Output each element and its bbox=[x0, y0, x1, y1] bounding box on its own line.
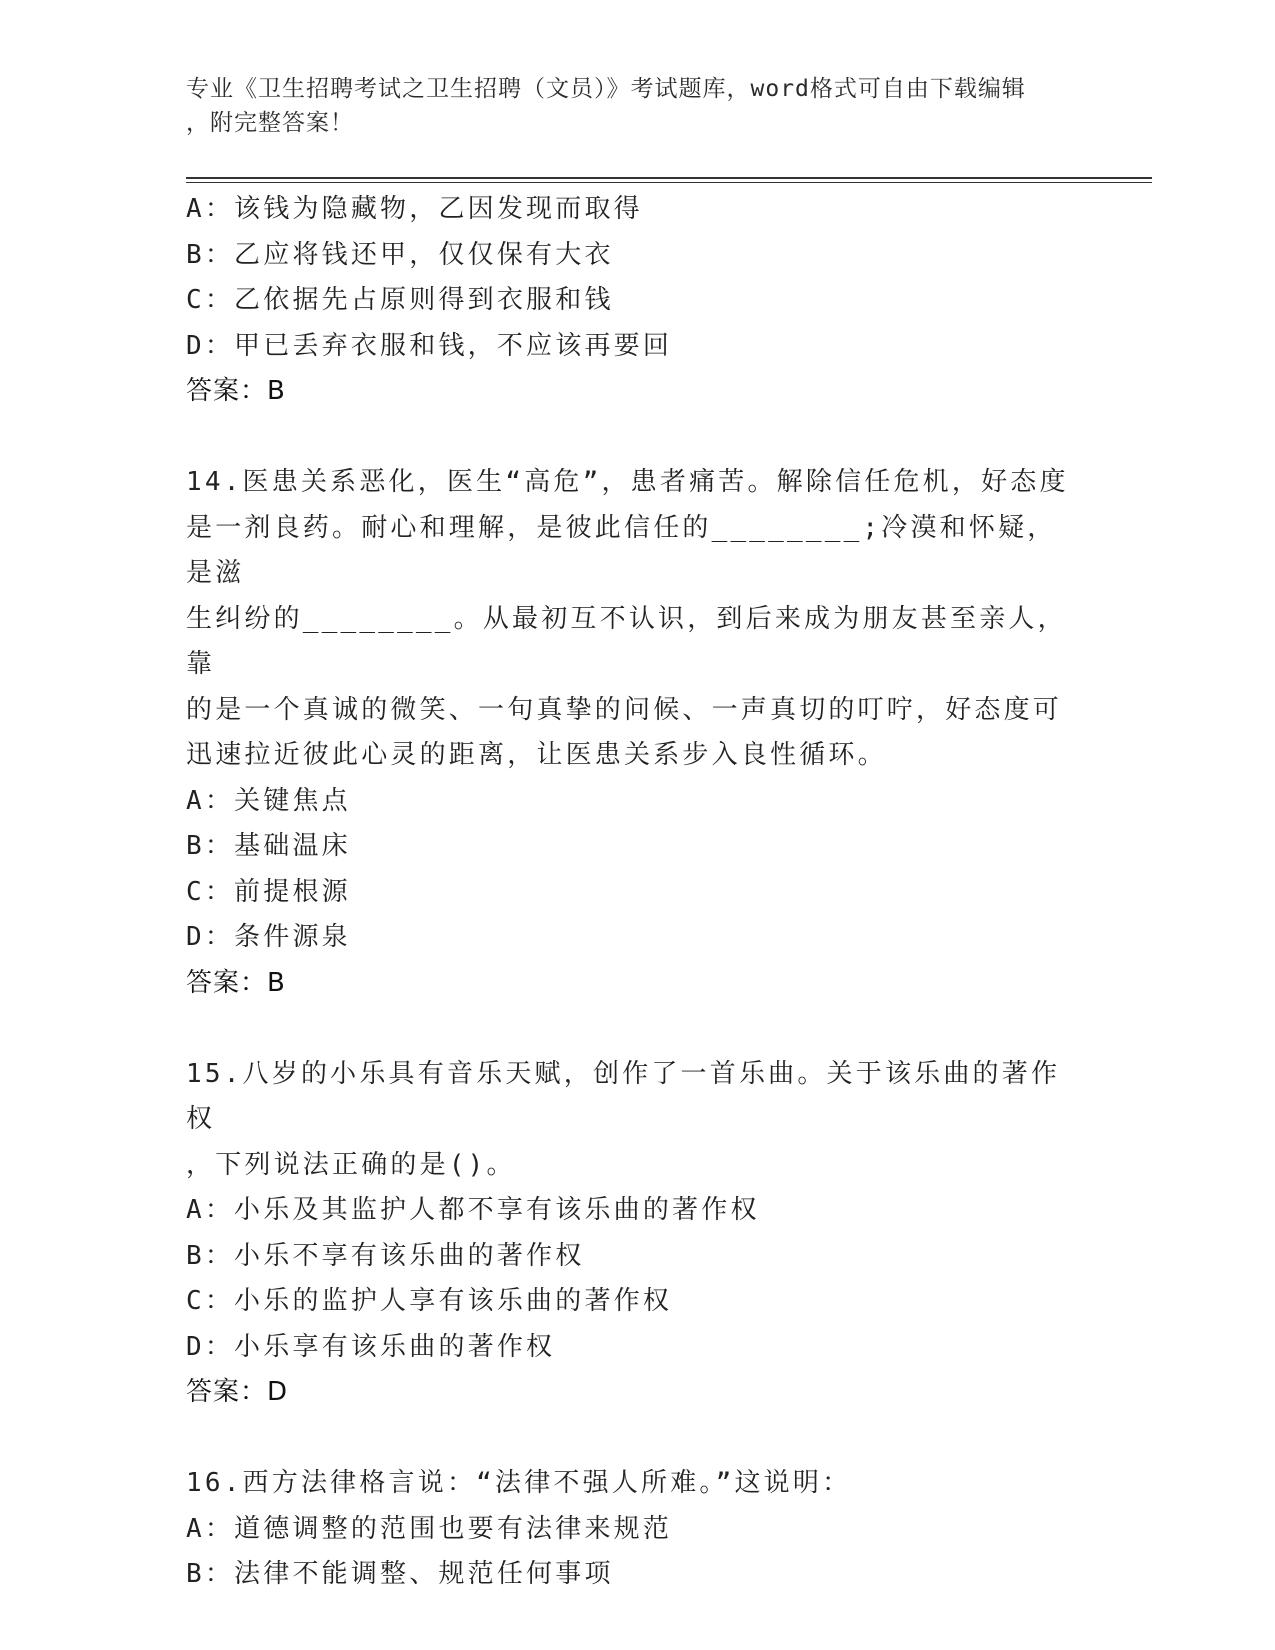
question-14 bbox=[186, 460, 1076, 1006]
option-c: C：前提根源 bbox=[186, 876, 351, 907]
header-divider-thick bbox=[186, 177, 1152, 179]
option-d: D：小乐享有该乐曲的著作权 bbox=[186, 1331, 556, 1362]
question-stem-line: 14.医患关系恶化，医生“高危”，患者痛苦。解除信任危机，好态度 bbox=[186, 467, 1069, 497]
spacer bbox=[186, 415, 1076, 461]
question-stem-line: 的是一个真诚的微笑、一句真挚的问候、一声真切的叮咛，好态度可 bbox=[186, 694, 1063, 725]
question-15 bbox=[186, 1052, 1076, 1416]
spacer bbox=[186, 1416, 1076, 1462]
option-b: B：乙应将钱还甲，仅仅保有大衣 bbox=[186, 239, 614, 270]
header-divider-thin bbox=[186, 182, 1152, 183]
question-stem-line: 生纠纷的________。从最初互不认识，到后来成为朋友甚至亲人，靠 bbox=[186, 603, 1067, 679]
document-header bbox=[186, 72, 1066, 140]
option-d: D：条件源泉 bbox=[186, 922, 351, 952]
option-c: C：乙依据先占原则得到衣服和钱 bbox=[186, 285, 614, 315]
option-b: B：法律不能调整、规范任何事项 bbox=[186, 1559, 614, 1589]
spacer bbox=[186, 1006, 1076, 1052]
question-stem-line: 15.八岁的小乐具有音乐天赋，创作了一首乐曲。关于该乐曲的著作权 bbox=[186, 1058, 1061, 1134]
question-stem-line: 迅速拉近彼此心灵的距离，让医患关系步入良性循环。 bbox=[186, 740, 887, 770]
option-c: C：小乐的监护人享有该乐曲的著作权 bbox=[186, 1286, 673, 1316]
question-stem-line: 是一剂良药。耐心和理解，是彼此信任的________;冷漠和怀疑，是滋 bbox=[186, 512, 1057, 588]
question-13 bbox=[186, 187, 1076, 415]
option-a: A：道德调整的范围也要有法律来规范 bbox=[186, 1513, 673, 1544]
option-b: B：基础温床 bbox=[186, 831, 351, 861]
option-d: D：甲已丢弃衣服和钱，不应该再要回 bbox=[186, 330, 673, 361]
header-line-2: ，附完整答案！ bbox=[186, 110, 354, 136]
option-a: A：关键焦点 bbox=[186, 785, 351, 816]
question-list bbox=[186, 187, 1076, 1598]
header-line-1: 专业《卫生招聘考试之卫生招聘（文员）》考试题库，word格式可自由下载编辑 bbox=[186, 76, 1026, 102]
option-b: B：小乐不享有该乐曲的著作权 bbox=[186, 1240, 585, 1271]
option-a: A：小乐及其监护人都不享有该乐曲的著作权 bbox=[186, 1195, 760, 1225]
answer-line: 答案：B bbox=[186, 967, 286, 998]
question-stem-line: 16.西方法律格言说：“法律不强人所难。”这说明： bbox=[186, 1468, 852, 1498]
answer-line: 答案：B bbox=[186, 376, 286, 406]
question-stem-line: ，下列说法正确的是()。 bbox=[186, 1149, 516, 1180]
question-16 bbox=[186, 1461, 1076, 1598]
option-a: A：该钱为隐藏物，乙因发现而取得 bbox=[186, 194, 643, 224]
answer-line: 答案：D bbox=[186, 1377, 289, 1407]
